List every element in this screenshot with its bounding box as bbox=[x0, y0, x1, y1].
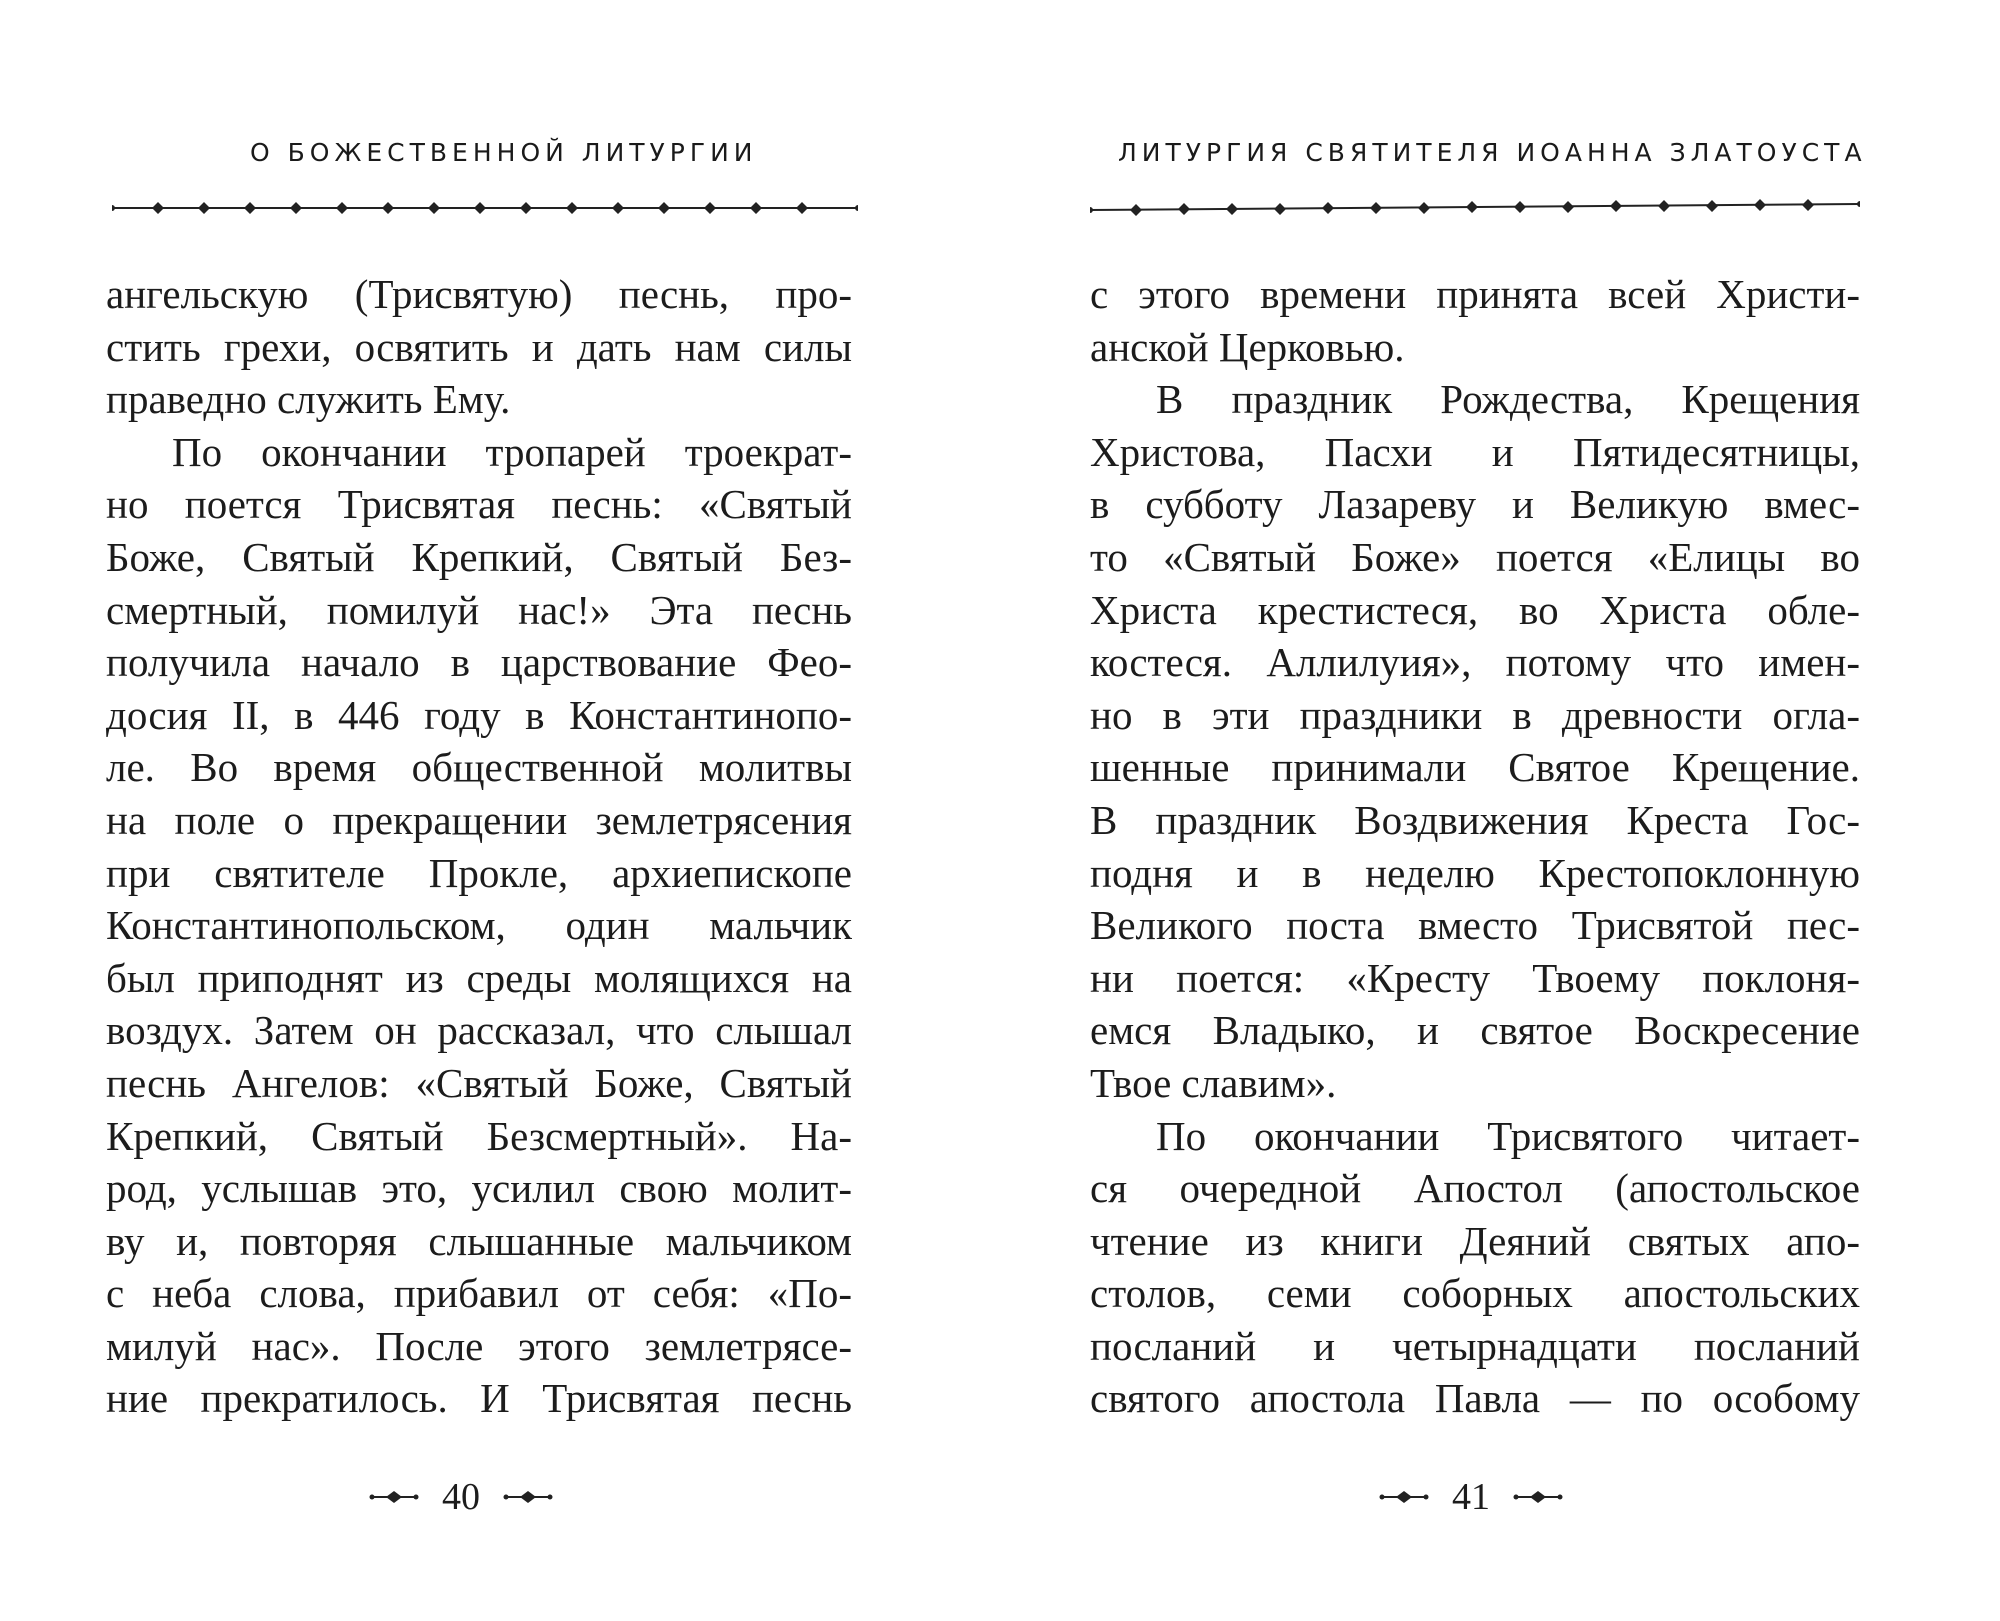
text-line: был приподнят из среды молящихся на bbox=[106, 954, 852, 1001]
text-line: с неба слова, прибавил от себя: «По- bbox=[106, 1270, 852, 1317]
text-line: емся Владыко, и святое Воскресение bbox=[1090, 1007, 1860, 1054]
page-number: 41 bbox=[1452, 1476, 1490, 1518]
text-line: ни поется: «Кресту Твоему поклоня- bbox=[1090, 954, 1860, 1001]
text-line: Константинопольском, один мальчик bbox=[106, 902, 852, 949]
folio-ornament-icon bbox=[1378, 1488, 1430, 1506]
text-line: стить грехи, освятить и дать нам силы bbox=[106, 323, 852, 370]
text-line: ние прекратилось. И Трисвятая песнь bbox=[106, 1375, 852, 1422]
text-line: ся очередной Апостол (апостольское bbox=[1090, 1165, 1860, 1212]
text-line: По окончании тропарей троекрат- bbox=[172, 428, 852, 475]
left-folio bbox=[368, 1475, 554, 1519]
text-line: ле. Во время общественной молитвы bbox=[106, 744, 852, 791]
text-line: анской Церковью. bbox=[1090, 323, 1405, 370]
text-line: святого апостола Павла — по особому bbox=[1090, 1375, 1860, 1422]
text-line: Боже, Святый Крепкий, Святый Без- bbox=[106, 533, 852, 580]
text-line: Крепкий, Святый Безсмертный». На- bbox=[106, 1112, 852, 1159]
text-line: Твое славим». bbox=[1090, 1059, 1337, 1106]
text-line: чтение из книги Деяний святых апо- bbox=[1090, 1217, 1860, 1264]
text-line: ву и, повторяя слышанные мальчиком bbox=[106, 1217, 852, 1264]
text-line: В праздник Рождества, Крещения bbox=[1156, 376, 1860, 423]
text-line: шенные принимали Святое Крещение. bbox=[1090, 744, 1860, 791]
right-page bbox=[1000, 0, 2000, 1621]
text-line: Христова, Пасхи и Пятидесятницы, bbox=[1090, 428, 1860, 475]
right-body-text bbox=[1090, 268, 1860, 1425]
text-line: то «Святый Боже» поется «Елицы во bbox=[1090, 533, 1860, 580]
text-line: ангельскую (Трисвятую) песнь, про- bbox=[106, 271, 852, 317]
text-line: при святителе Прокле, архиепископе bbox=[106, 849, 852, 896]
text-line: досия II, в 446 году в Константинопо- bbox=[106, 691, 852, 738]
text-line: получила начало в царствование Фео- bbox=[106, 639, 852, 686]
text-line: костеся. Аллилуия», потому что имен- bbox=[1090, 639, 1860, 686]
text-line: но в эти праздники в древности огла- bbox=[1090, 691, 1860, 738]
text-line: Великого поста вместо Трисвятой пес- bbox=[1090, 902, 1860, 949]
left-running-head: О БОЖЕСТВЕННОЙ ЛИТУРГИИ bbox=[250, 138, 758, 167]
rule-beads bbox=[152, 202, 808, 214]
text-line: посланий и четырнадцати посланий bbox=[1090, 1322, 1860, 1369]
right-ornamental-rule bbox=[1090, 196, 1860, 220]
text-line: род, услышав это, усилил свою молит- bbox=[106, 1165, 852, 1212]
left-body-text bbox=[106, 268, 852, 1425]
text-line: Христа крестистеся, во Христа обле- bbox=[1090, 586, 1860, 633]
folio-ornament-icon bbox=[368, 1488, 420, 1506]
text-line: В праздник Воздвижения Креста Гос- bbox=[1090, 796, 1860, 843]
text-line: на поле о прекращении землетрясения bbox=[106, 796, 852, 843]
text-line: с этого времени принята всей Христи- bbox=[1090, 271, 1860, 317]
text-line: в субботу Лазареву и Великую вмес- bbox=[1090, 481, 1860, 528]
right-running-head: ЛИТУРГИЯ СВЯТИТЕЛЯ ИОАННА ЗЛАТОУСТА bbox=[1118, 138, 1867, 167]
text-line: подня и в неделю Крестопоклонную bbox=[1090, 849, 1860, 896]
text-line: воздух. Затем он рассказал, что слышал bbox=[106, 1007, 852, 1054]
folio-ornament-icon bbox=[1512, 1488, 1564, 1506]
text-line: По окончании Трисвятого читает- bbox=[1156, 1112, 1860, 1159]
text-line: смертный, помилуй нас!» Эта песнь bbox=[106, 586, 852, 633]
text-line: праведно служить Ему. bbox=[106, 376, 511, 423]
page-number: 40 bbox=[442, 1476, 480, 1518]
text-line: милуй нас». После этого землетрясе- bbox=[106, 1322, 852, 1369]
text-line: но поется Трисвятая песнь: «Святый bbox=[106, 481, 852, 528]
text-line: песнь Ангелов: «Святый Боже, Святый bbox=[106, 1059, 852, 1106]
right-folio bbox=[1378, 1475, 1564, 1519]
left-ornamental-rule bbox=[112, 196, 858, 220]
folio-ornament-icon bbox=[502, 1488, 554, 1506]
text-line: столов, семи соборных апостольских bbox=[1090, 1270, 1860, 1317]
